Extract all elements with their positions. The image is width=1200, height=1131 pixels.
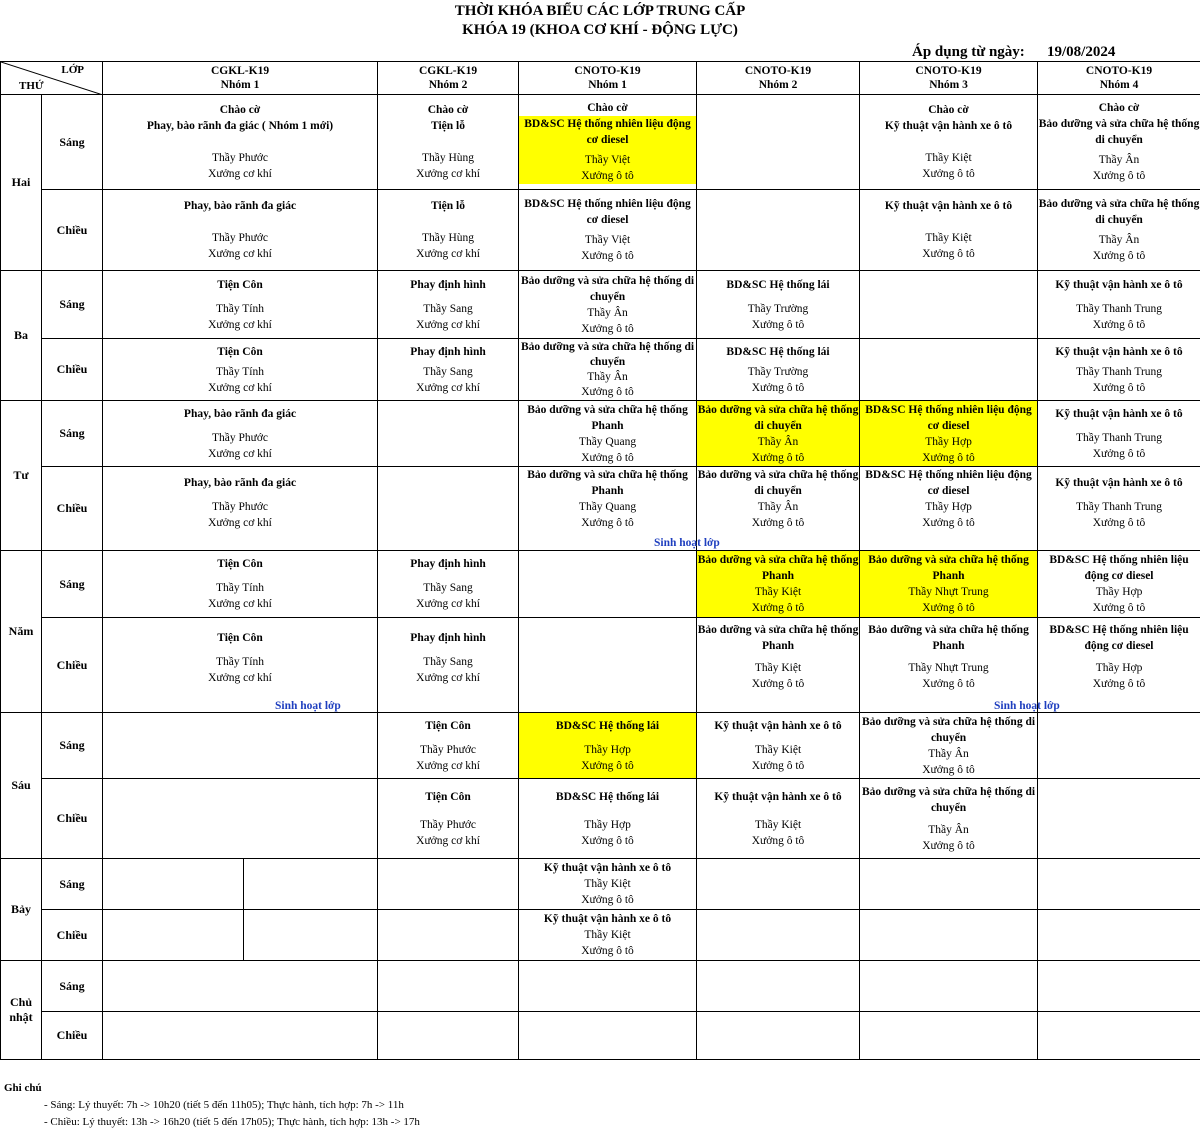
subject: Kỹ thuật vận hành xe ô tô <box>1055 345 1183 358</box>
header-corner <box>1 62 103 95</box>
subject: BD&SC Hệ thống lái <box>555 790 660 803</box>
cell-ba-chieu-2 <box>378 339 519 401</box>
teacher: Thầy Hợp <box>925 435 972 448</box>
subject: BD&SC Hệ thống nhiên liệu động cơ diesel <box>865 469 1032 497</box>
cell-hai-sang-5 <box>860 95 1038 190</box>
cell-tu-chieu-5 <box>860 467 1038 551</box>
subject: Bảo dưỡng và sửa chữa hệ thống di chuyển <box>697 403 859 432</box>
session-sang: Sáng <box>42 401 103 467</box>
room: Xưởng ô tô <box>581 385 634 398</box>
cell-tu-sang-3 <box>519 401 697 467</box>
class-group: Nhóm 1 <box>220 79 260 91</box>
teacher: Thầy Kiệt <box>754 586 802 598</box>
room: Xưởng ô tô <box>1092 678 1146 690</box>
subject: Bảo dưỡng và sửa chữa hệ thống Phanh <box>697 624 859 652</box>
session-chieu: Chiều <box>42 910 103 961</box>
cell-sau-chieu-5 <box>860 779 1038 859</box>
teacher: Thầy Hợp <box>584 818 631 831</box>
room: Xưởng cơ khí <box>208 381 272 394</box>
teacher: Thầy Kiệt <box>754 743 802 756</box>
room: Xưởng ô tô <box>1092 517 1146 529</box>
class-code: CGKL-K19 <box>418 65 478 77</box>
chao-co: Chào cờ <box>928 104 969 116</box>
session-chieu: Chiều <box>42 779 103 859</box>
room: Xưởng ô tô <box>1092 447 1146 460</box>
subject: Tiện Côn <box>425 719 471 732</box>
cell-hai-sang-6 <box>1038 95 1200 190</box>
cell-hai-chieu-5 <box>860 190 1038 271</box>
room: Xưởng ô tô <box>581 834 634 847</box>
cell-tu-sang-5 <box>860 401 1038 467</box>
cell-cn-chieu-5 <box>860 1012 1038 1060</box>
teacher: Thầy Kiệt <box>925 232 972 244</box>
cell-hai-sang-4 <box>697 95 860 190</box>
cell-hai-chieu-6 <box>1038 190 1200 271</box>
cell-ba-sang-1 <box>103 271 378 339</box>
cell-sau-sang-1 <box>103 713 378 779</box>
subject: Kỹ thuật vận hành xe ô tô <box>1055 278 1183 291</box>
title-line1: THỜI KHÓA BIỂU CÁC LỚP TRUNG CẤP <box>454 3 746 19</box>
cell-tu-sang-1 <box>103 401 378 467</box>
cell-tu-chieu-4 <box>697 467 860 551</box>
cell-cn-chieu-6 <box>1038 1012 1200 1060</box>
room: Xưởng cơ khí <box>208 598 272 610</box>
cell-hai-sang-3 <box>519 95 697 190</box>
subject: Phay định hình <box>410 558 486 570</box>
subject: Kỹ thuật vận hành xe ô tô <box>543 862 672 874</box>
session-chieu: Chiều <box>42 1012 103 1060</box>
notes-label: Ghi chú <box>4 1082 42 1094</box>
session-chieu: Chiều <box>42 618 103 713</box>
cell-cn-sang-2 <box>378 961 519 1012</box>
teacher: Thầy Thanh Trung <box>1075 431 1163 444</box>
cell-bay-sang-5 <box>860 859 1038 910</box>
corner-thu: THỨ <box>19 80 44 92</box>
notes-line2: - Chiều: Lý thuyết: 13h -> 16h20 (tiết 5 đến 17h05); Thực hành, tích hợp: 13h -> 17h <box>44 1116 420 1128</box>
cell-tu-sang-6 <box>1038 401 1200 467</box>
room: Xưởng ô tô <box>922 763 975 776</box>
cell-sau-sang-2 <box>378 713 519 779</box>
cell-nam-chieu-4 <box>697 618 860 713</box>
cell-hai-chieu-1 <box>103 190 378 271</box>
room: Xưởng ô tô <box>1092 318 1146 331</box>
corner-lop: LỚP <box>61 64 84 76</box>
room: Xưởng ô tô <box>751 834 805 847</box>
class-code: CGKL-K19 <box>210 65 270 77</box>
class-code: CNOTO-K19 <box>574 65 641 77</box>
room: Xưởng cơ khí <box>416 248 480 260</box>
class-header-4 <box>697 62 860 95</box>
day-tu: Tư <box>1 401 42 551</box>
cell-sau-chieu-6 <box>1038 779 1200 859</box>
subject: Bảo dưỡng và sửa chữa hệ thống Phanh <box>527 469 688 497</box>
cell-hai-sang-1 <box>103 95 378 190</box>
room: Xưởng cơ khí <box>208 517 272 529</box>
room: Xưởng ô tô <box>922 678 975 690</box>
class-group: Nhóm 2 <box>758 79 798 91</box>
room: Xưởng ô tô <box>581 945 634 957</box>
notes-line1: - Sáng: Lý thuyết: 7h -> 10h20 (tiết 5 đến 11h05); Thực hành, tích hợp: 7h -> 11h <box>44 1099 404 1111</box>
cell-cn-sang-3 <box>519 961 697 1012</box>
class-header-5 <box>860 62 1038 95</box>
teacher: Thầy Phước <box>419 743 477 756</box>
room: Xưởng cơ khí <box>208 168 272 180</box>
session-sang: Sáng <box>42 713 103 779</box>
room: Xưởng ô tô <box>751 678 805 690</box>
teacher: Thầy Quang <box>578 501 637 513</box>
subject: Phay, bào rãnh đa giác <box>183 200 297 212</box>
teacher: Thầy Kiệt <box>584 929 631 941</box>
cell-bay-sang-6 <box>1038 859 1200 910</box>
teacher: Thầy Hợp <box>1095 586 1143 598</box>
subject: Tiện Côn <box>217 345 263 358</box>
sinh-hoat-lop-label: Sinh hoạt lớp <box>654 537 720 549</box>
room: Xưởng ô tô <box>922 168 975 180</box>
room: Xưởng ô tô <box>751 759 805 772</box>
chao-co: Chào cờ <box>219 104 261 116</box>
session-chieu: Chiều <box>42 339 103 401</box>
teacher: Thầy Thanh Trung <box>1075 501 1163 513</box>
subject: Bảo dưỡng và sửa chữa hệ thống di chuyển <box>861 785 1036 814</box>
cell-cn-chieu-1 <box>103 1012 378 1060</box>
room: Xưởng ô tô <box>581 322 634 335</box>
session-sang: Sáng <box>42 551 103 618</box>
subject: Tiện Côn <box>425 790 471 803</box>
teacher: Thầy Phước <box>211 431 269 444</box>
session-chieu: Chiều <box>42 467 103 551</box>
session-chieu: Chiều <box>42 190 103 271</box>
session-sang: Sáng <box>42 859 103 910</box>
cell-bay-chieu-2 <box>378 910 519 961</box>
class-code: CNOTO-K19 <box>1085 65 1153 77</box>
cell-nam-sang-1 <box>103 551 378 618</box>
teacher: Thầy Kiệt <box>584 878 631 890</box>
subject: Kỹ thuật vận hành xe ô tô <box>884 120 1013 132</box>
subject: Tiện lỗ <box>431 120 465 132</box>
subject: Tiện Côn <box>217 632 263 644</box>
cell-nam-sang-4 <box>697 551 860 618</box>
cell-tu-sang-4 <box>697 401 860 467</box>
room: Xưởng ô tô <box>751 602 805 614</box>
room: Xưởng ô tô <box>922 248 975 260</box>
class-header-2 <box>378 62 519 95</box>
cell-cn-sang-5 <box>860 961 1038 1012</box>
class-group: Nhóm 3 <box>929 79 968 91</box>
sinh-hoat-lop-label: Sinh hoạt lớp <box>275 700 341 712</box>
cell-bay-chieu-5 <box>860 910 1038 961</box>
cell-ba-chieu-3 <box>519 339 697 401</box>
room: Xưởng cơ khí <box>208 447 272 460</box>
teacher: Thầy Ân <box>1098 234 1140 246</box>
cell-hai-chieu-4 <box>697 190 860 271</box>
cell-ba-sang-4 <box>697 271 860 339</box>
cell-bay-sang-1a <box>103 859 244 910</box>
timetable <box>0 61 1200 1060</box>
cell-sau-chieu-2 <box>378 779 519 859</box>
room: Xưởng ô tô <box>581 759 634 772</box>
chao-co: Chào cờ <box>427 104 469 116</box>
subject: BD&SC Hệ thống nhiên liệu động cơ diesel <box>865 403 1032 432</box>
teacher: Thầy Kiệt <box>925 152 972 164</box>
teacher: Thầy Hùng <box>421 232 475 244</box>
subject: Kỹ thuật vận hành xe ô tô <box>714 719 842 732</box>
teacher: Thầy Phước <box>211 501 269 513</box>
class-code: CNOTO-K19 <box>744 65 812 77</box>
cell-cn-chieu-3 <box>519 1012 697 1060</box>
class-header-3 <box>519 62 697 95</box>
teacher: Thầy Ân <box>928 823 969 836</box>
room: Xưởng cơ khí <box>208 248 272 260</box>
cell-nam-sang-2 <box>378 551 519 618</box>
subject: Kỹ thuật vận hành xe ô tô <box>714 790 842 803</box>
cell-ba-chieu-1 <box>103 339 378 401</box>
cell-bay-sang-2 <box>378 859 519 910</box>
cell-cn-sang-4 <box>697 961 860 1012</box>
room: Xưởng ô tô <box>922 451 975 464</box>
teacher: Thầy Tính <box>215 365 265 378</box>
room: Xưởng cơ khí <box>416 834 480 847</box>
room: Xưởng cơ khí <box>416 318 480 331</box>
room: Xưởng cơ khí <box>416 598 480 610</box>
cell-cn-sang-6 <box>1038 961 1200 1012</box>
room: Xưởng ô tô <box>581 451 634 464</box>
room: Xưởng ô tô <box>1092 250 1146 262</box>
subject: Kỹ thuật vận hành xe ô tô <box>1055 407 1183 420</box>
room: Xưởng ô tô <box>1092 381 1146 394</box>
subject: Bảo dưỡng và sửa chữa hệ thống Phanh <box>868 624 1029 652</box>
subject: Bảo dưỡng và sửa chữa hệ thống di chuyển <box>697 469 859 497</box>
session-sang: Sáng <box>42 961 103 1012</box>
subject: Bảo dưỡng và sửa chữa hệ thống di chuyển <box>520 274 695 303</box>
cell-nam-chieu-1 <box>103 618 378 713</box>
subject: Bảo dưỡng và sửa chữa hệ thống Phanh <box>868 554 1029 582</box>
teacher: Thầy Kiệt <box>754 662 802 674</box>
cell-cn-sang-1 <box>103 961 378 1012</box>
subject: Tiện Côn <box>217 278 263 291</box>
room: Xưởng cơ khí <box>416 672 480 684</box>
subject: Bảo dưỡng và sửa chữa hệ thống di chuyển <box>1038 198 1200 226</box>
corner-diagonal <box>1 62 103 95</box>
subject: Bảo dưỡng và sửa chữa hệ thống di chuyển <box>1038 118 1200 146</box>
cell-sau-sang-5 <box>860 713 1038 779</box>
teacher: Thầy Kiệt <box>754 818 802 831</box>
teacher: Thầy Sang <box>423 656 473 668</box>
teacher: Thầy Hợp <box>584 743 631 756</box>
teacher: Thầy Phước <box>419 818 477 831</box>
cell-ba-sang-6 <box>1038 271 1200 339</box>
cell-nam-chieu-2 <box>378 618 519 713</box>
room: Xưởng ô tô <box>751 318 805 331</box>
room: Xưởng ô tô <box>581 170 634 182</box>
subject: Phay định hình <box>410 345 486 358</box>
cell-bay-sang-1b <box>244 859 378 910</box>
teacher: Thầy Sang <box>423 302 473 315</box>
sinh-hoat-lop-label: Sinh hoạt lớp <box>994 700 1060 712</box>
subject: Kỹ thuật vận hành xe ô tô <box>1055 477 1183 489</box>
cell-ba-sang-2 <box>378 271 519 339</box>
cell-ba-chieu-5 <box>860 339 1038 401</box>
teacher: Thầy Phước <box>211 152 269 164</box>
apply-date: 19/08/2024 <box>1047 44 1116 60</box>
cell-bay-chieu-3 <box>519 910 697 961</box>
cell-bay-chieu-1b <box>244 910 378 961</box>
teacher: Thầy Hợp <box>925 501 972 513</box>
cell-sau-chieu-3 <box>519 779 697 859</box>
room: Xưởng cơ khí <box>208 672 272 684</box>
room: Xưởng ô tô <box>751 451 805 464</box>
cell-ba-chieu-4 <box>697 339 860 401</box>
cell-sau-chieu-1 <box>103 779 378 859</box>
cell-nam-sang-5 <box>860 551 1038 618</box>
subject: Bảo dưỡng và sửa chữa hệ thống Phanh <box>527 403 688 432</box>
subject: BD&SC Hệ thống lái <box>555 719 660 732</box>
teacher: Thầy Hùng <box>421 152 475 164</box>
teacher: Thầy Thanh Trung <box>1075 302 1163 315</box>
room: Xưởng cơ khí <box>416 168 480 180</box>
teacher: Thầy Nhựt Trung <box>908 662 989 674</box>
room: Xưởng ô tô <box>581 250 634 262</box>
subject: Tiện lỗ <box>431 200 465 212</box>
cell-bay-chieu-4 <box>697 910 860 961</box>
teacher: Thầy Ân <box>928 747 969 760</box>
subject: Kỹ thuật vận hành xe ô tô <box>543 913 672 925</box>
room: Xưởng ô tô <box>922 517 975 529</box>
cell-nam-chieu-3 <box>519 618 697 713</box>
class-group: Nhóm 2 <box>428 79 468 91</box>
chao-co: Chào cờ <box>587 102 628 114</box>
teacher: Thầy Ân <box>757 501 799 513</box>
day-nam: Năm <box>1 551 42 713</box>
teacher: Thầy Trường <box>747 365 809 378</box>
room: Xưởng ô tô <box>922 839 975 852</box>
subject: Tiện Côn <box>217 558 263 570</box>
cell-bay-sang-4 <box>697 859 860 910</box>
day-ba: Ba <box>1 271 42 401</box>
teacher: Thầy Tính <box>215 582 265 594</box>
teacher: Thầy Việt <box>584 234 631 246</box>
cell-sau-sang-4 <box>697 713 860 779</box>
cell-tu-sang-2 <box>378 401 519 467</box>
teacher: Thầy Ân <box>587 370 628 383</box>
day-sau: Sáu <box>1 713 42 859</box>
teacher: Thầy Sang <box>423 365 473 378</box>
class-group: Nhóm 1 <box>588 79 627 91</box>
room: Xưởng ô tô <box>751 381 805 394</box>
subject: Bảo dưỡng và sửa chữa hệ thống Phanh <box>697 554 859 582</box>
room: Xưởng cơ khí <box>416 759 480 772</box>
cell-ba-sang-5 <box>860 271 1038 339</box>
cell-tu-chieu-1 <box>103 467 378 551</box>
subject: BD&SC Hệ thống nhiên liệu động cơ diesel <box>1049 554 1189 582</box>
subject: BD&SC Hệ thống nhiên liệu động cơ diesel <box>524 198 691 226</box>
cell-bay-chieu-6 <box>1038 910 1200 961</box>
cell-sau-sang-3 <box>519 713 697 779</box>
cell-hai-sang-2 <box>378 95 519 190</box>
subject: Phay, bào rãnh đa giác <box>183 477 297 489</box>
session-sang: Sáng <box>42 271 103 339</box>
class-header-1 <box>103 62 378 95</box>
cell-tu-chieu-6 <box>1038 467 1200 551</box>
cell-cn-chieu-2 <box>378 1012 519 1060</box>
cell-hai-chieu-3 <box>519 190 697 271</box>
cell-tu-chieu-2 <box>378 467 519 551</box>
cell-nam-chieu-5 <box>860 618 1038 713</box>
cell-nam-sang-6 <box>1038 551 1200 618</box>
teacher: Thầy Nhựt Trung <box>908 586 989 598</box>
teacher: Thầy Ân <box>757 435 799 448</box>
cell-ba-sang-3 <box>519 271 697 339</box>
subject: Kỹ thuật vận hành xe ô tô <box>884 200 1013 212</box>
subject: BD&SC Hệ thống lái <box>726 278 830 291</box>
teacher: Thầy Quang <box>578 435 637 448</box>
room: Xưởng ô tô <box>751 517 805 529</box>
teacher: Thầy Phước <box>211 232 269 244</box>
cell-nam-sang-3 <box>519 551 697 618</box>
teacher: Thầy Ân <box>1098 154 1140 166</box>
session-sang: Sáng <box>42 95 103 190</box>
subject: Phay định hình <box>410 632 486 644</box>
teacher: Thầy Sang <box>423 582 473 594</box>
day-bay: Bảy <box>1 859 42 961</box>
room: Xưởng ô tô <box>581 894 634 906</box>
cell-bay-sang-3 <box>519 859 697 910</box>
subject: Phay, bào rãnh đa giác <box>183 407 297 420</box>
room: Xưởng ô tô <box>922 602 975 614</box>
chao-co: Chào cờ <box>1098 102 1140 114</box>
teacher: Thầy Việt <box>584 154 631 166</box>
day-hai: Hai <box>1 95 42 271</box>
teacher: Thầy Ân <box>587 306 628 319</box>
subject: BD&SC Hệ thống lái <box>726 345 830 358</box>
teacher: Thầy Tính <box>215 302 265 315</box>
title-line2: KHÓA 19 (KHOA CƠ KHÍ - ĐỘNG LỰC) <box>462 22 738 38</box>
cell-cn-chieu-4 <box>697 1012 860 1060</box>
subject: Bảo dưỡng và sửa chữa hệ thống di chuyển <box>861 715 1036 744</box>
cell-sau-chieu-4 <box>697 779 860 859</box>
day-chu-nhat: Chủ nhật <box>1 961 42 1060</box>
cell-nam-chieu-6 <box>1038 618 1200 713</box>
teacher: Thầy Tính <box>215 656 265 668</box>
room: Xưởng ô tô <box>581 517 634 529</box>
subject: Phay định hình <box>410 278 486 291</box>
room: Xưởng ô tô <box>1092 602 1146 614</box>
subject: Bảo dưỡng và sửa chữa hệ thống di chuyển <box>520 340 695 368</box>
teacher: Thầy Trường <box>747 302 809 315</box>
notes <box>4 1080 420 1131</box>
cell-ba-chieu-6 <box>1038 339 1200 401</box>
cell-bay-chieu-1a <box>103 910 244 961</box>
teacher: Thầy Hợp <box>1095 662 1143 674</box>
class-header-6 <box>1038 62 1200 95</box>
class-code: CNOTO-K19 <box>915 65 982 77</box>
subject: Phay, bào rãnh đa giác ( Nhóm 1 mới) <box>146 120 334 132</box>
subject: BD&SC Hệ thống nhiên liệu động cơ diesel <box>1049 624 1189 652</box>
room: Xưởng ô tô <box>1092 170 1146 182</box>
cell-hai-chieu-2 <box>378 190 519 271</box>
class-group: Nhóm 4 <box>1099 79 1139 91</box>
cell-sau-sang-6 <box>1038 713 1200 779</box>
apply-label: Áp dụng từ ngày: <box>912 44 1025 60</box>
teacher: Thầy Thanh Trung <box>1075 365 1163 378</box>
subject: BD&SC Hệ thống nhiên liệu động cơ diesel <box>524 118 691 146</box>
room: Xưởng cơ khí <box>416 381 480 394</box>
room: Xưởng cơ khí <box>208 318 272 331</box>
